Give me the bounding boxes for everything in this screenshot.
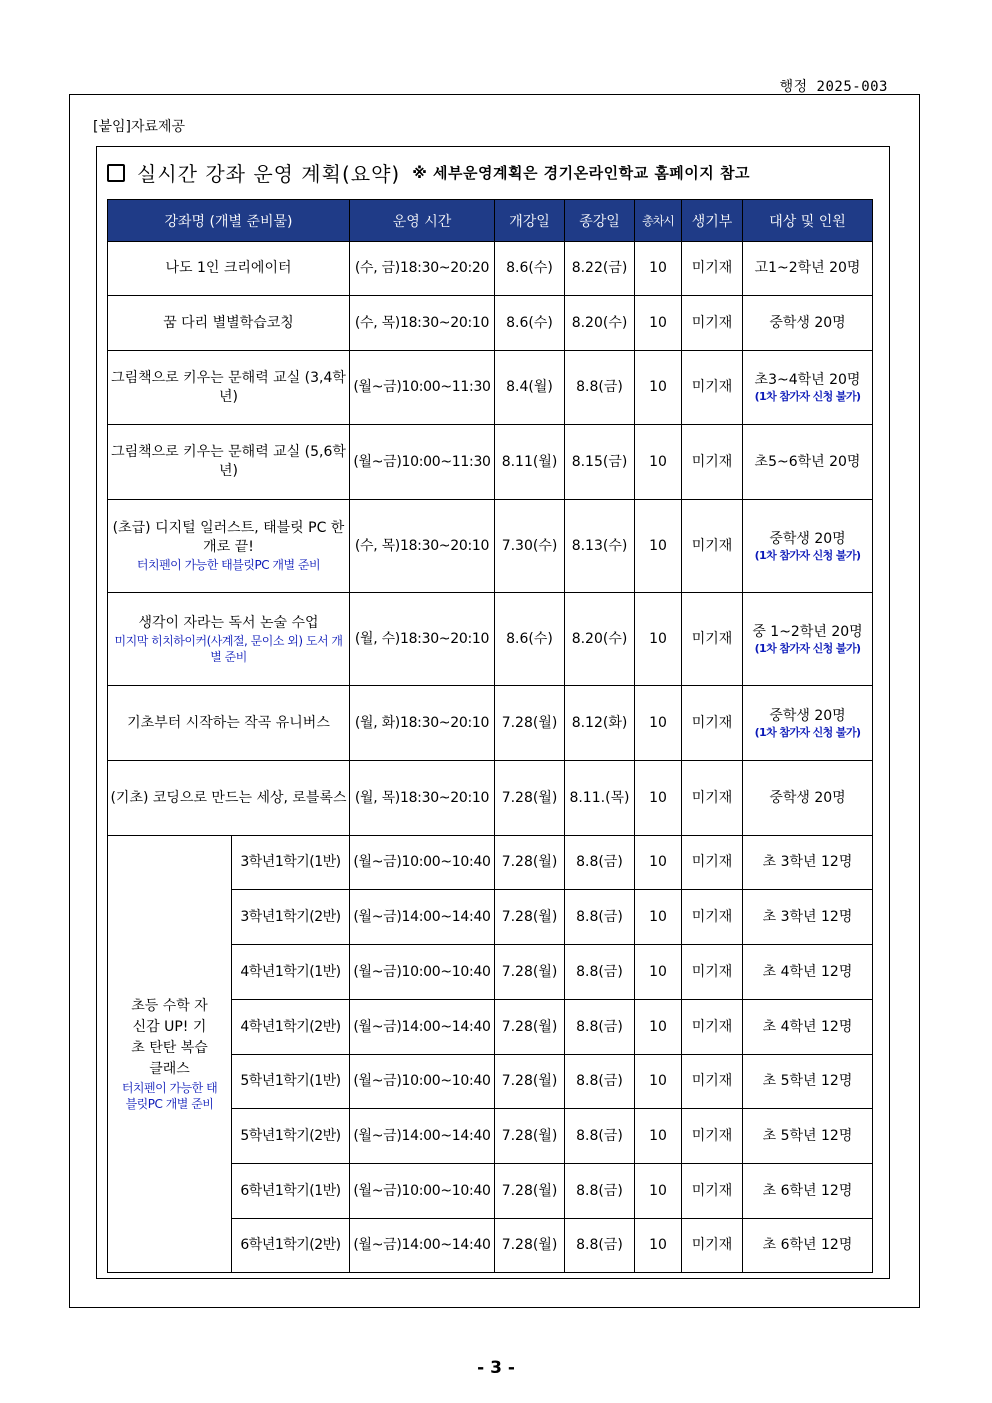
start-date-cell: 7.28(월) (495, 1219, 565, 1273)
target-cell (743, 500, 873, 593)
course-schedule-table (107, 199, 873, 1273)
end-date-cell: 8.22(금) (565, 242, 635, 296)
section-title-text: 실시간 강좌 운영 계획(요약) (137, 162, 401, 186)
course-name: 생각이 자라는 독서 논술 수업 (138, 614, 319, 631)
target-note: (1차 참가자 신청 불가) (754, 390, 861, 403)
sessions-cell: 10 (635, 1109, 682, 1164)
class-name-cell: 5학년1학기(2반) (232, 1109, 350, 1164)
header-end: 종강일 (565, 200, 635, 242)
record-cell: 미기재 (682, 425, 743, 500)
end-date-cell: 8.11.(목) (565, 761, 635, 836)
target-cell (743, 296, 873, 351)
sessions-cell: 10 (635, 761, 682, 836)
table-row (108, 351, 873, 425)
class-name-cell: 3학년1학기(2반) (232, 890, 350, 945)
course-name-cell (108, 593, 350, 686)
end-date-cell: 8.12(화) (565, 686, 635, 761)
target-text: 고1~2학년 20명 (754, 260, 861, 276)
course-name-cell (108, 686, 350, 761)
target-note: (1차 참가자 신청 불가) (754, 725, 861, 739)
target-text: 초3~4학년 20명 (754, 372, 861, 388)
sessions-cell: 10 (635, 500, 682, 593)
start-date-cell: 8.4(월) (495, 351, 565, 425)
sessions-cell: 10 (635, 242, 682, 296)
header-time: 운영 시간 (350, 200, 495, 242)
record-cell: 미기재 (682, 296, 743, 351)
start-date-cell: 8.6(수) (495, 593, 565, 686)
sessions-cell: 10 (635, 1000, 682, 1055)
end-date-cell: 8.13(수) (565, 500, 635, 593)
target-cell: 초 4학년 12명 (743, 1000, 873, 1055)
start-date-cell: 8.11(월) (495, 425, 565, 500)
table-row (108, 761, 873, 836)
target-text: 중학생 20명 (769, 314, 846, 331)
table-row (108, 686, 873, 761)
start-date-cell: 7.28(월) (495, 1000, 565, 1055)
target-cell: 초 5학년 12명 (743, 1109, 873, 1164)
start-date-cell: 7.28(월) (495, 761, 565, 836)
target-cell (743, 425, 873, 500)
record-cell: 미기재 (682, 890, 743, 945)
time-cell: (수, 목)18:30~20:10 (350, 296, 495, 351)
target-cell (743, 761, 873, 836)
start-date-cell: 8.6(수) (495, 296, 565, 351)
course-name-cell (108, 296, 350, 351)
start-date-cell: 7.28(월) (495, 945, 565, 1000)
group-course-cell (108, 836, 232, 1273)
sessions-cell: 10 (635, 1164, 682, 1219)
time-cell: (월~금)10:00~10:40 (350, 836, 495, 890)
time-cell: (월, 목)18:30~20:10 (350, 761, 495, 836)
header-start: 개강일 (495, 200, 565, 242)
course-name: (초급) 디지털 일러스트, 태블릿 PC 한 개로 끝! (112, 520, 345, 555)
header-sessions: 총차시 (635, 200, 682, 242)
target-cell: 초 3학년 12명 (743, 890, 873, 945)
table-row (108, 500, 873, 593)
course-name-cell (108, 500, 350, 593)
time-cell: (월, 수)18:30~20:10 (350, 593, 495, 686)
start-date-cell: 7.28(월) (495, 1055, 565, 1109)
table-row (108, 425, 873, 500)
record-cell: 미기재 (682, 1055, 743, 1109)
target-text: 중학생 20명 (769, 789, 846, 806)
end-date-cell: 8.8(금) (565, 1164, 635, 1219)
end-date-cell: 8.8(금) (565, 945, 635, 1000)
start-date-cell: 7.28(월) (495, 890, 565, 945)
target-text: 중학생 20명 (769, 530, 846, 547)
record-cell: 미기재 (682, 242, 743, 296)
course-name: 나도 1인 크리에이터 (165, 260, 292, 276)
time-cell: (월~금)10:00~10:40 (350, 1055, 495, 1109)
record-cell: 미기재 (682, 945, 743, 1000)
target-text: 중 1~2학년 20명 (752, 623, 863, 640)
record-cell: 미기재 (682, 761, 743, 836)
course-name-cell (108, 761, 350, 836)
course-note: 터치펜이 가능한 태블릿PC 개별 준비 (136, 558, 321, 572)
start-date-cell: 7.28(월) (495, 686, 565, 761)
class-name-cell: 6학년1학기(2반) (232, 1219, 350, 1273)
target-cell: 초 4학년 12명 (743, 945, 873, 1000)
time-cell: (월~금)14:00~14:40 (350, 1219, 495, 1273)
time-cell: (월~금)10:00~11:30 (350, 425, 495, 500)
end-date-cell: 8.8(금) (565, 1109, 635, 1164)
record-cell: 미기재 (682, 1109, 743, 1164)
record-cell: 미기재 (682, 836, 743, 890)
time-cell: (월~금)10:00~10:40 (350, 945, 495, 1000)
class-name-cell: 3학년1학기(1반) (232, 836, 350, 890)
course-name-cell (108, 351, 350, 425)
end-date-cell: 8.15(금) (565, 425, 635, 500)
start-date-cell: 7.30(수) (495, 500, 565, 593)
target-cell: 초 6학년 12명 (743, 1219, 873, 1273)
record-cell: 미기재 (682, 351, 743, 425)
sessions-cell: 10 (635, 296, 682, 351)
end-date-cell: 8.20(수) (565, 593, 635, 686)
checkbox-icon (107, 164, 125, 182)
sessions-cell: 10 (635, 836, 682, 890)
sessions-cell: 10 (635, 686, 682, 761)
course-name: 기초부터 시작하는 작곡 유니버스 (127, 714, 330, 731)
end-date-cell: 8.8(금) (565, 1219, 635, 1273)
header-target: 대상 및 인원 (743, 200, 873, 242)
target-text: 중학생 20명 (769, 707, 846, 724)
course-name-cell (108, 425, 350, 500)
end-date-cell: 8.8(금) (565, 836, 635, 890)
time-cell: (수, 목)18:30~20:10 (350, 500, 495, 593)
end-date-cell: 8.8(금) (565, 1055, 635, 1109)
document-number: 행정 2025-003 (779, 79, 888, 95)
target-cell (743, 242, 873, 296)
record-cell: 미기재 (682, 1164, 743, 1219)
target-note: (1차 참가자 신청 불가) (754, 548, 861, 562)
start-date-cell: 7.28(월) (495, 1164, 565, 1219)
sessions-cell: 10 (635, 593, 682, 686)
section-title (107, 158, 750, 187)
start-date-cell: 7.28(월) (495, 836, 565, 890)
group-course-note: 터치펜이 가능한 태블릿PC 개별 준비 (121, 1081, 218, 1111)
course-name: 꿈 다리 별별학습코칭 (163, 314, 294, 331)
header-record: 생기부 (682, 200, 743, 242)
target-cell: 초 3학년 12명 (743, 836, 873, 890)
time-cell: (월~금)14:00~14:40 (350, 1000, 495, 1055)
sessions-cell: 10 (635, 425, 682, 500)
time-cell: (월~금)14:00~14:40 (350, 1109, 495, 1164)
sessions-cell: 10 (635, 351, 682, 425)
target-text: 초5~6학년 20명 (754, 453, 861, 470)
course-name: 그림책으로 키우는 문해력 교실 (3,4학년) (111, 369, 346, 405)
table-row (108, 836, 873, 890)
table-row (108, 296, 873, 351)
end-date-cell: 8.8(금) (565, 890, 635, 945)
record-cell: 미기재 (682, 593, 743, 686)
time-cell: (수, 금)18:30~20:20 (350, 242, 495, 296)
record-cell: 미기재 (682, 686, 743, 761)
record-cell: 미기재 (682, 1219, 743, 1273)
class-name-cell: 5학년1학기(1반) (232, 1055, 350, 1109)
target-cell (743, 686, 873, 761)
target-cell: 초 6학년 12명 (743, 1164, 873, 1219)
end-date-cell: 8.8(금) (565, 351, 635, 425)
table-row (108, 242, 873, 296)
course-name-cell (108, 242, 350, 296)
header-course: 강좌명 (개별 준비물) (108, 200, 350, 242)
sessions-cell: 10 (635, 1219, 682, 1273)
time-cell: (월~금)14:00~14:40 (350, 890, 495, 945)
sessions-cell: 10 (635, 945, 682, 1000)
table-header-row (108, 200, 873, 242)
sessions-cell: 10 (635, 1055, 682, 1109)
course-name: (기초) 코딩으로 만드는 세상, 로블록스 (110, 789, 347, 806)
start-date-cell: 8.6(수) (495, 242, 565, 296)
attachment-label: [붙임]자료제공 (93, 119, 186, 135)
class-name-cell: 4학년1학기(1반) (232, 945, 350, 1000)
end-date-cell: 8.20(수) (565, 296, 635, 351)
record-cell: 미기재 (682, 1000, 743, 1055)
target-note: (1차 참가자 신청 불가) (754, 641, 861, 655)
class-name-cell: 4학년1학기(2반) (232, 1000, 350, 1055)
time-cell: (월~금)10:00~11:30 (350, 351, 495, 425)
end-date-cell: 8.8(금) (565, 1000, 635, 1055)
target-cell (743, 593, 873, 686)
sessions-cell: 10 (635, 890, 682, 945)
page-number: - 3 - (477, 1358, 515, 1378)
class-name-cell: 6학년1학기(1반) (232, 1164, 350, 1219)
table-body (108, 242, 873, 1273)
course-note: 미지막 히치하이커(사계절, 문이소 외) 도서 개별 준비 (114, 633, 343, 664)
time-cell: (월, 화)18:30~20:10 (350, 686, 495, 761)
target-cell (743, 351, 873, 425)
time-cell: (월~금)10:00~10:40 (350, 1164, 495, 1219)
record-cell: 미기재 (682, 500, 743, 593)
start-date-cell: 7.28(월) (495, 1109, 565, 1164)
group-course-name: 초등 수학 자신감 UP! 기초 탄탄 복습클래스 (131, 998, 208, 1077)
section-title-note: ※ 세부운영계획은 경기온라인학교 홈페이지 참고 (412, 164, 750, 182)
target-cell: 초 5학년 12명 (743, 1055, 873, 1109)
course-name: 그림책으로 키우는 문해력 교실 (5,6학년) (111, 444, 346, 479)
table-row (108, 593, 873, 686)
